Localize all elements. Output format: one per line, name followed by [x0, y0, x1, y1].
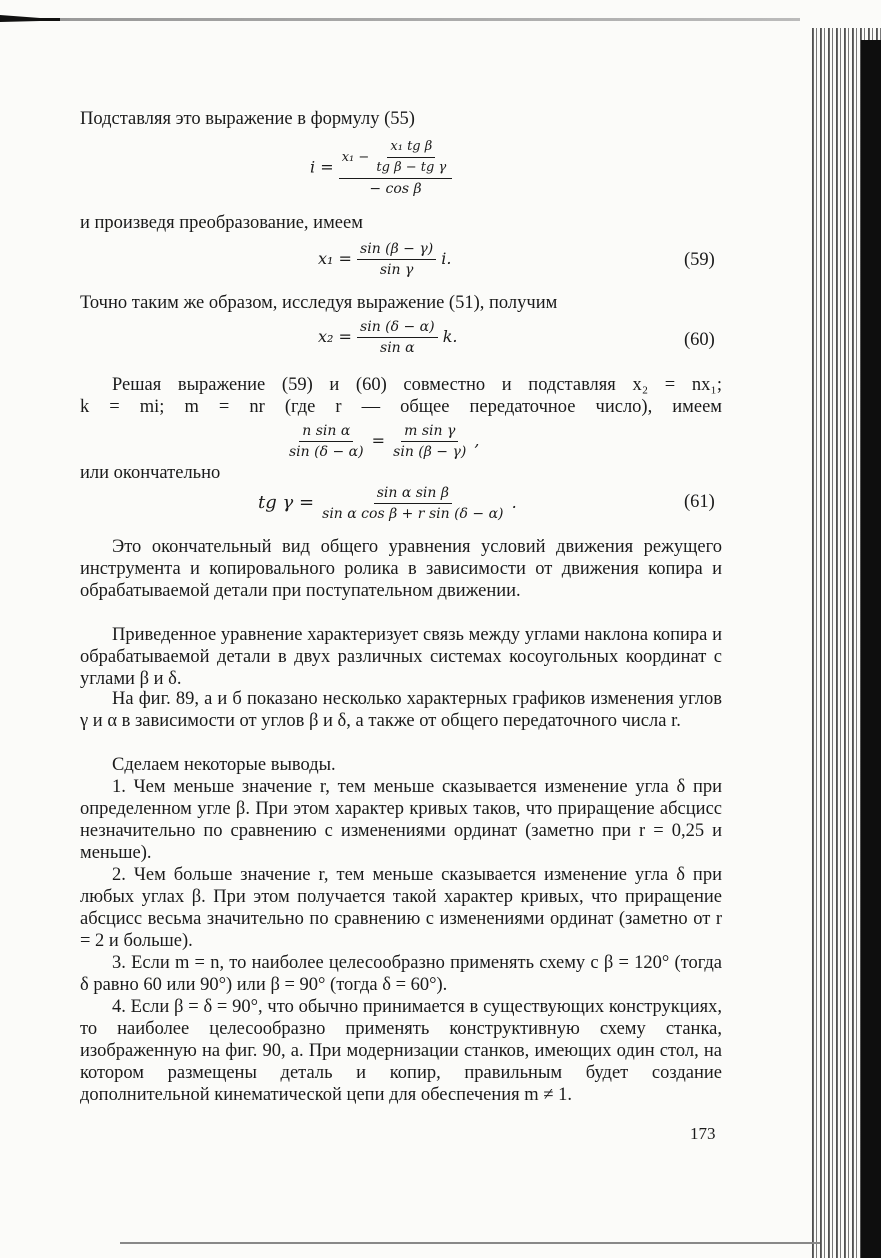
paragraph-figure-89: На фиг. 89, а и б показано несколько характерных графиков изменения углов γ и α в зависимости от углов β и δ, а также от общего передаточного числа r.: [80, 689, 722, 731]
eq59-lhs: x₁ =: [318, 249, 352, 268]
eq61-denominator: sin α cos β + r sin (δ − α): [322, 506, 504, 522]
solving-line-1: Решая выражение (59) и (60) совместно и подставляя x₂ = nx₁;: [112, 375, 722, 395]
top-rule: [0, 18, 800, 21]
formula-i-lhs: i =: [310, 157, 334, 177]
ratio-equals: =: [371, 431, 386, 450]
ratio-right-numerator: m sin γ: [401, 422, 458, 442]
ratio-right-fraction: [390, 422, 469, 461]
bottom-rule: [120, 1242, 820, 1244]
eq60-rhs: k.: [442, 327, 458, 346]
equation-61: [258, 484, 517, 523]
eq59-number: (59): [684, 250, 715, 270]
eq60-number: (60): [684, 330, 715, 350]
eq61-fraction: [319, 484, 506, 523]
ratio-left-fraction: [286, 422, 367, 461]
intro-line: Подставляя это выражение в формулу (55): [80, 109, 415, 129]
line-finally: или окончательно: [80, 463, 221, 483]
ratio-left-denominator: sin (δ − α): [289, 444, 364, 460]
paragraph-relation: Приведенное уравнение характеризует связь между углами наклона копира и обрабатываемой детали в двух различных системах косоугольных координат с углами β и δ.: [80, 625, 722, 689]
eq59-rhs: i.: [441, 249, 452, 268]
ratio-left-numerator: n sin α: [299, 422, 353, 442]
ratio-right-denominator: sin (β − γ): [393, 444, 467, 460]
formula-i-outer-numerator: [339, 138, 453, 179]
conclusion-item-1: 1. Чем меньше значение r, тем меньше сказывается изменение угла δ при определенном угле β. При этом характер кривых таков, что приращение абсцисс незначительно по сравнению с изменениями ординат (заметно при r = 0,25 и меньше).: [80, 777, 722, 863]
eq59-numerator: sin (β − γ): [357, 240, 436, 260]
formula-i-inner-prefix: x₁ −: [341, 150, 370, 165]
eq59-denominator: sin γ: [379, 262, 414, 278]
formula-i-outer-denominator: − cos β: [369, 181, 422, 197]
eq60-lhs: x₂ =: [318, 327, 352, 346]
after-formula-i: и произведя преобразование, имеем: [80, 213, 363, 233]
eq61-number: (61): [684, 492, 715, 512]
conclusion-item-2: 2. Чем больше значение r, тем меньше сказывается изменение угла δ при любых углах β. При этом получается такой характер кривых, что приращение абсцисс весьма значительно по сравнению с изменениями ординат (заметно от r = 2 и больше).: [80, 865, 722, 951]
ratio-tail: ,: [474, 431, 480, 450]
formula-i-inner-numerator: x₁ tg β: [387, 138, 435, 158]
line-similarly: Точно таким же образом, исследуя выражение (51), получим: [80, 293, 558, 313]
formula-i-inner-fraction: [373, 138, 449, 177]
equation-ratio: [286, 422, 480, 461]
eq60-numerator: sin (δ − α): [357, 318, 438, 338]
paragraph-conclusion-form: Это окончательный вид общего уравнения условий движения режущего инструмента и копировального ролика в зависимости от движения копира и обрабатываемой детали при поступательном движении.: [80, 537, 722, 601]
formula-i: [310, 138, 452, 198]
binding-shadow: [861, 40, 881, 1258]
eq61-numerator: sin α sin β: [374, 484, 452, 504]
eq60-denominator: sin α: [380, 340, 415, 356]
eq60-fraction: [357, 318, 438, 357]
equation-60: [318, 318, 457, 357]
formula-i-inner-denominator: tg β − tg γ: [376, 160, 447, 175]
paragraph-conclusions-heading: Сделаем некоторые выводы.: [112, 755, 336, 775]
formula-i-outer-fraction: [339, 138, 453, 198]
eq59-fraction: [357, 240, 436, 279]
solving-line-2: k = mi; m = nr (где r — общее передаточное число), имеем: [80, 397, 722, 417]
conclusion-item-4: 4. Если β = δ = 90°, что обычно принимается в существующих конструкциях, то наиболее целесообразно применять конструктивную схему станка, изображенную на фиг. 90, а. При модернизации станков, имеющих один стол, на котором размещены деталь и копир, правильным будет создание дополнительной кинематической цепи для обеспечения m ≠ 1.: [80, 997, 722, 1105]
conclusion-item-3: 3. Если m = n, то наиболее целесообразно применять схему с β = 120° (тогда δ равно 60 или 90°) или β = 90° (тогда δ = 60°).: [80, 953, 722, 995]
equation-59: [318, 240, 451, 279]
eq61-rhs: .: [511, 493, 517, 512]
eq61-lhs: tg γ =: [258, 492, 315, 513]
page-number: 173: [690, 1124, 716, 1143]
